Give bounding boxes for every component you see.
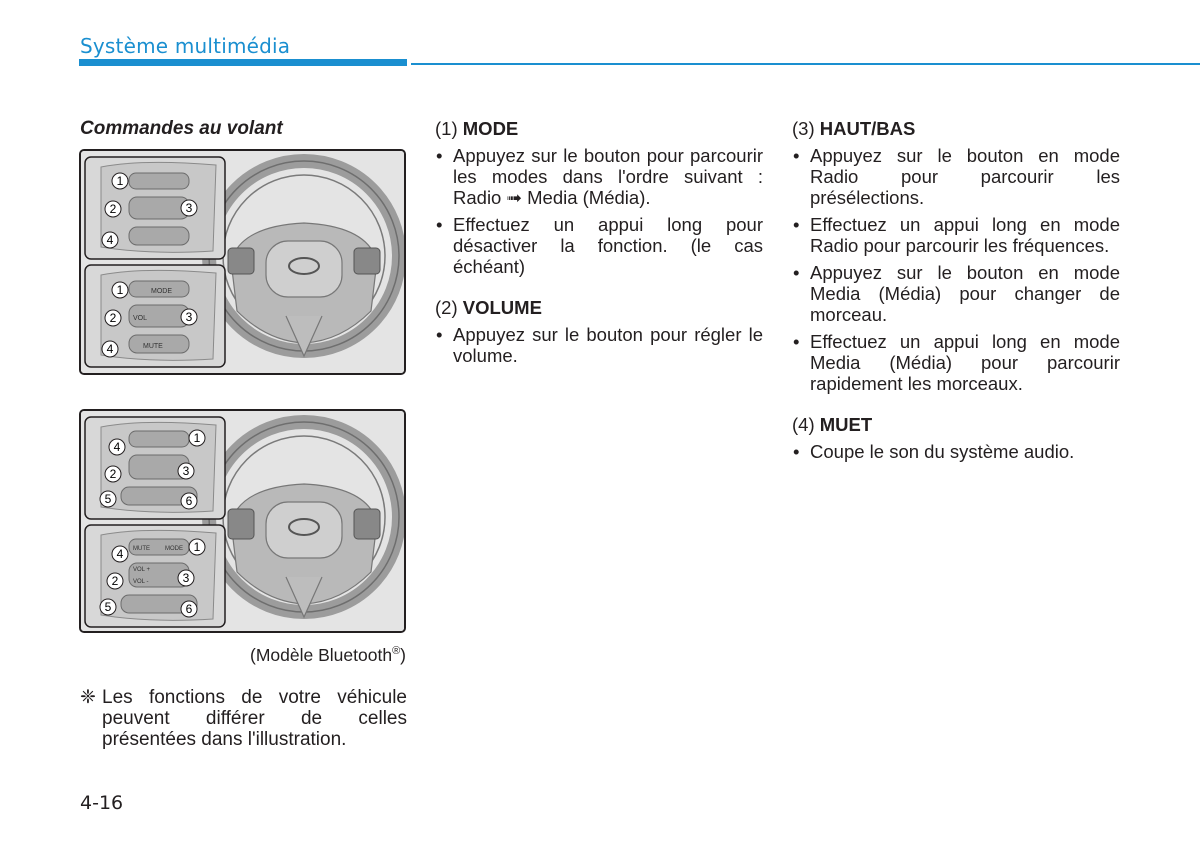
steering-wheel-figure-bluetooth bbox=[79, 409, 406, 633]
callout-3: 3 bbox=[185, 310, 193, 324]
callout-5: 5 bbox=[104, 600, 112, 614]
subheading-hautbas bbox=[792, 118, 1120, 139]
section-title: Commandes au volant bbox=[80, 118, 283, 139]
steering-wheel-illustration bbox=[81, 151, 404, 373]
callout-6: 6 bbox=[185, 494, 193, 508]
callout-1: 1 bbox=[193, 431, 201, 445]
callout-2: 2 bbox=[109, 311, 117, 325]
button-label-mute: MUTE bbox=[143, 343, 163, 350]
callout-5: 5 bbox=[104, 492, 112, 506]
callout-3: 3 bbox=[185, 201, 193, 215]
subheading-volume bbox=[435, 297, 763, 318]
list-item: • Appuyez sur le bouton en mode Radio pour parcourir les présélections. bbox=[792, 145, 1120, 208]
volume-list bbox=[435, 324, 763, 366]
figure-caption bbox=[150, 645, 406, 666]
subheading-title: VOLUME bbox=[462, 297, 542, 318]
steering-wheel-illustration bbox=[81, 411, 404, 631]
header-rule-thin bbox=[411, 63, 1200, 65]
callout-1: 1 bbox=[116, 283, 124, 297]
button-label-mute: MUTE bbox=[133, 546, 150, 552]
caption-close: ) bbox=[400, 645, 406, 665]
subheading-title: MODE bbox=[462, 118, 519, 139]
mode-list bbox=[435, 145, 763, 277]
button-label-vol-down: VOL - bbox=[133, 579, 149, 585]
header-rule-thick bbox=[79, 59, 407, 66]
callout-6: 6 bbox=[185, 602, 193, 616]
callout-2: 2 bbox=[111, 574, 119, 588]
callout-4: 4 bbox=[106, 342, 114, 356]
callout-2: 2 bbox=[109, 202, 117, 216]
illustration-note bbox=[80, 687, 407, 750]
list-item: • Appuyez sur le bouton pour parcourir les modes dans l'ordre suivant : Radio ➟ Media (Média). bbox=[435, 145, 763, 208]
list-item: • Appuyez sur le bouton pour régler le volume. bbox=[435, 324, 763, 366]
callout-3: 3 bbox=[182, 464, 190, 478]
button-label-vol: VOL bbox=[133, 315, 148, 322]
page-number: 4-16 bbox=[80, 792, 124, 814]
steering-wheel-figure-standard bbox=[79, 149, 406, 375]
callout-3: 3 bbox=[182, 571, 190, 585]
list-item: • Appuyez sur le bouton en mode Media (Média) pour changer de morceau. bbox=[792, 262, 1120, 325]
callout-2: 2 bbox=[109, 467, 117, 481]
list-item: • Coupe le son du système audio. bbox=[792, 441, 1120, 462]
list-item: • Effectuez un appui long en mode Radio pour parcourir les fréquences. bbox=[792, 214, 1120, 256]
column-right bbox=[792, 118, 1120, 482]
callout-4: 4 bbox=[106, 233, 114, 247]
registered-mark: ® bbox=[392, 645, 401, 658]
hautbas-list bbox=[792, 145, 1120, 394]
subheading-title: HAUT/BAS bbox=[819, 118, 916, 139]
caption-text: (Modèle Bluetooth bbox=[250, 645, 393, 665]
column-middle bbox=[435, 118, 763, 386]
callout-4: 4 bbox=[113, 440, 121, 454]
subheading-mode bbox=[435, 118, 763, 139]
subheading-number: (3) bbox=[792, 118, 815, 139]
note-symbol-icon: ❈ bbox=[80, 687, 96, 708]
button-label-mode: MODE bbox=[165, 546, 183, 552]
list-item: • Effectuez un appui long en mode Media (Média) pour parcourir rapidement les morceaux. bbox=[792, 331, 1120, 394]
note-text: Les fonctions de votre véhicule peuvent différer de celles présentées dans l'illustration. bbox=[102, 687, 407, 750]
callout-4: 4 bbox=[116, 547, 124, 561]
list-item: • Effectuez un appui long pour désactiver la fonction. (le cas échéant) bbox=[435, 214, 763, 277]
subheading-title: MUET bbox=[819, 414, 873, 435]
subheading-number: (4) bbox=[792, 414, 815, 435]
callout-1: 1 bbox=[193, 540, 201, 554]
subheading-muet bbox=[792, 414, 1120, 435]
button-label-mode: MODE bbox=[151, 288, 172, 295]
button-label-vol-up: VOL + bbox=[133, 567, 150, 573]
muet-list bbox=[792, 441, 1120, 462]
callout-1: 1 bbox=[116, 174, 124, 188]
subheading-number: (2) bbox=[435, 297, 458, 318]
header-title: Système multimédia bbox=[80, 34, 291, 58]
subheading-number: (1) bbox=[435, 118, 458, 139]
